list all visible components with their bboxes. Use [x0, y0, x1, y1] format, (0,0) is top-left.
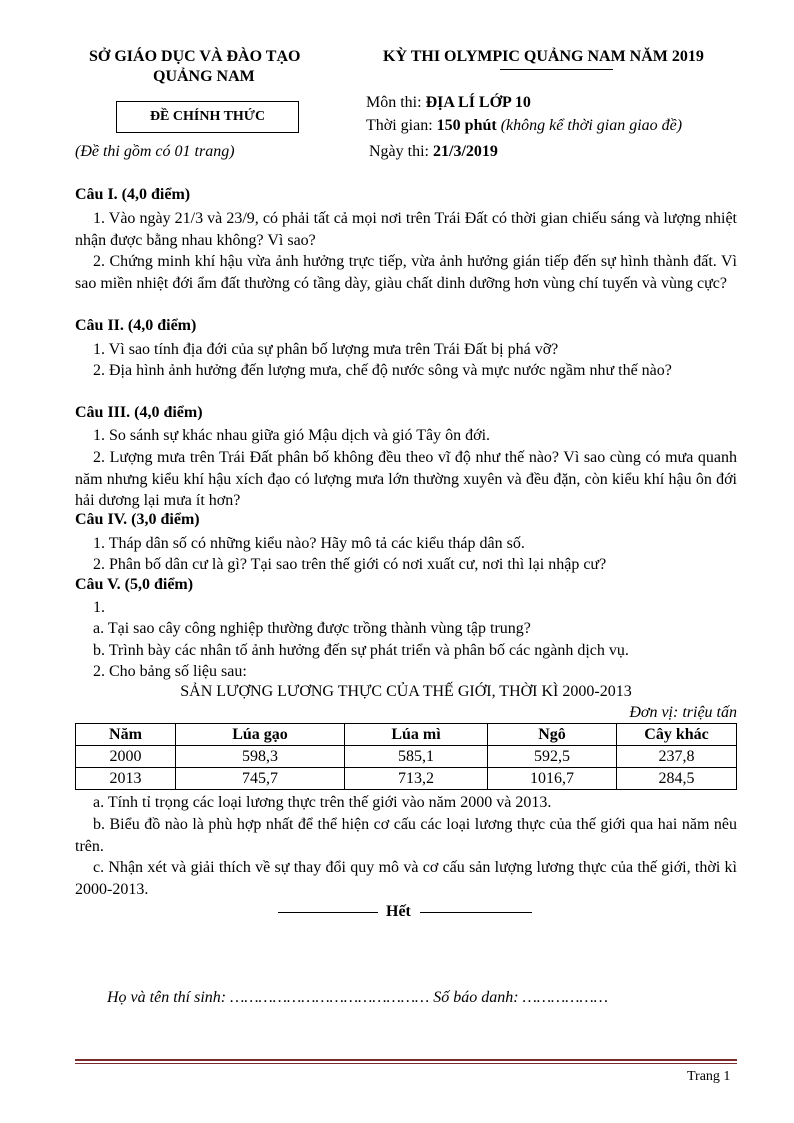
- question-4-part-2: [75, 554, 737, 576]
- question-1-part-1: [75, 208, 737, 251]
- official-stamp: ĐỀ CHÍNH THỨC: [116, 101, 299, 133]
- question-4-title: Câu IV. (3,0 điểm): [75, 511, 200, 528]
- question-2-part-2: [75, 360, 737, 382]
- question-4-part-1-text: 1. Tháp dân số có những kiểu nào? Hãy mô tả các kiểu tháp dân số.: [93, 535, 525, 552]
- time-line: [366, 117, 682, 135]
- table-header-row: [76, 724, 737, 746]
- time-prefix: Thời gian:: [366, 117, 437, 134]
- table-row: [76, 746, 737, 768]
- question-5-part-2a: [75, 792, 737, 814]
- candidate-info-line: Họ và tên thí sinh: …………………………………… Số báo danh: ………………: [107, 989, 608, 1006]
- question-5-part-1-text: 1.: [93, 599, 105, 616]
- date-value: 21/3/2019: [433, 143, 498, 160]
- question-1-part-2-text: 2. Chứng minh khí hậu vừa ảnh hưởng trực tiếp, vừa ảnh hưởng gián tiếp đến sự hình thành đất. Vì sao miền nhiệt đới ẩm đất thường có tầng dày, giàu chất dinh dưỡng hơn vùng chí tuyến và vùng cực?: [75, 253, 737, 292]
- footer-rule-thin: [75, 1063, 737, 1064]
- question-4-part-1: [75, 533, 737, 555]
- province-name: QUẢNG NAM: [153, 68, 255, 85]
- table-header-cell: Lúa gạo: [176, 724, 345, 746]
- end-mark: Hết: [386, 903, 411, 920]
- question-5-title: Câu V. (5,0 điểm): [75, 576, 194, 593]
- question-5-part-2-text: 2. Cho bảng số liệu sau:: [93, 663, 247, 680]
- question-5-part-2c-text: c. Nhận xét và giải thích về sự thay đổi quy mô và cơ cấu sản lượng lương thực của thế giới, thời kì 2000-2013.: [75, 859, 737, 898]
- table-cell: 2000: [76, 746, 176, 768]
- time-note: (không kể thời gian giao đề): [496, 117, 683, 134]
- page-number: Trang 1: [687, 1069, 731, 1084]
- table-header-cell: Ngô: [488, 724, 617, 746]
- footer-rule: [75, 1059, 737, 1061]
- question-5-part-1b-text: b. Trình bày các nhân tố ảnh hưởng đến sự phát triển và phân bố các ngành dịch vụ.: [93, 642, 629, 659]
- time-value: 150 phút: [436, 117, 497, 134]
- pages-note: (Đề thi gồm có 01 trang): [75, 143, 235, 160]
- subject-line: [366, 94, 531, 112]
- question-1-title: Câu I. (4,0 điểm): [75, 186, 191, 203]
- question-3-part-2-text: 2. Lượng mưa trên Trái Đất phân bố không đều theo vĩ độ như thế nào? Vì sao cùng có mưa quanh năm nhưng kiểu khí hậu xích đạo có lượng mưa lớn thường xuyên và đều đặn, còn kiểu khí hậu ôn đới hải dương lại mưa ít hơn?: [75, 449, 737, 509]
- question-5-part-1a-text: a. Tại sao cây công nghiệp thường được trồng thành vùng tập trung?: [93, 620, 531, 637]
- subject-value: ĐỊA LÍ LỚP 10: [425, 94, 531, 111]
- question-3-part-2: [75, 447, 737, 512]
- question-5-part-2: [75, 661, 737, 683]
- table-header-cell: Năm: [76, 724, 176, 746]
- title-underline: [500, 69, 613, 70]
- table-cell: 237,8: [617, 746, 737, 768]
- question-5-part-1a: [75, 618, 737, 640]
- end-line-left: [278, 912, 378, 913]
- question-5-part-2a-text: a. Tính tỉ trọng các loại lương thực trên thế giới vào năm 2000 và 2013.: [93, 794, 552, 811]
- table-cell: 713,2: [345, 768, 488, 790]
- table-cell: 598,3: [176, 746, 345, 768]
- table-unit: Đơn vị: triệu tấn: [629, 704, 737, 721]
- date-prefix: Ngày thi:: [369, 143, 433, 160]
- question-5-part-1: [75, 597, 737, 619]
- question-3-part-1: [75, 425, 737, 447]
- question-2-part-1: [75, 339, 737, 361]
- question-1-part-1-text: 1. Vào ngày 21/3 và 23/9, có phải tất cả mọi nơi trên Trái Đất có thời gian chiếu sáng và lượng nhiệt nhận được bằng nhau không? Vì sao?: [75, 210, 737, 249]
- table-cell: 745,7: [176, 768, 345, 790]
- question-3-part-1-text: 1. So sánh sự khác nhau giữa gió Mậu dịch và gió Tây ôn đới.: [93, 427, 491, 444]
- table-header-cell: Lúa mì: [345, 724, 488, 746]
- question-5-part-2b-text: b. Biểu đồ nào là phù hợp nhất để thể hiện cơ cấu các loại lương thực của thế giới qua hai năm nêu trên.: [75, 816, 737, 855]
- question-5-part-2c: [75, 857, 737, 900]
- date-line: [369, 143, 498, 161]
- production-table: [75, 723, 737, 790]
- question-4-part-2-text: 2. Phân bố dân cư là gì? Tại sao trên thế giới có nơi xuất cư, nơi thì lại nhập cư?: [93, 556, 607, 573]
- end-line-right: [420, 912, 532, 913]
- table-cell: 1016,7: [488, 768, 617, 790]
- table-cell: 2013: [76, 768, 176, 790]
- table-title: SẢN LƯỢNG LƯƠNG THỰC CỦA THẾ GIỚI, THỜI KÌ 2000-2013: [180, 683, 632, 700]
- question-2-title: Câu II. (4,0 điểm): [75, 317, 197, 334]
- question-1-part-2: [75, 251, 737, 294]
- question-2-part-2-text: 2. Địa hình ảnh hưởng đến lượng mưa, chế độ nước sông và mực nước ngầm như thế nào?: [93, 362, 672, 379]
- question-3-title: Câu III. (4,0 điểm): [75, 404, 203, 421]
- table-header-cell: Cây khác: [617, 724, 737, 746]
- table-cell: 592,5: [488, 746, 617, 768]
- exam-title: KỲ THI OLYMPIC QUẢNG NAM NĂM 2019: [383, 48, 704, 65]
- table-cell: 585,1: [345, 746, 488, 768]
- question-5-part-2b: [75, 814, 737, 857]
- subject-prefix: Môn thi:: [366, 94, 426, 111]
- department-name: SỞ GIÁO DỤC VÀ ĐÀO TẠO: [89, 48, 301, 65]
- table-row: [76, 768, 737, 790]
- table-cell: 284,5: [617, 768, 737, 790]
- question-5-part-1b: [75, 640, 737, 662]
- question-2-part-1-text: 1. Vì sao tính địa đới của sự phân bố lượng mưa trên Trái Đất bị phá vỡ?: [93, 341, 559, 358]
